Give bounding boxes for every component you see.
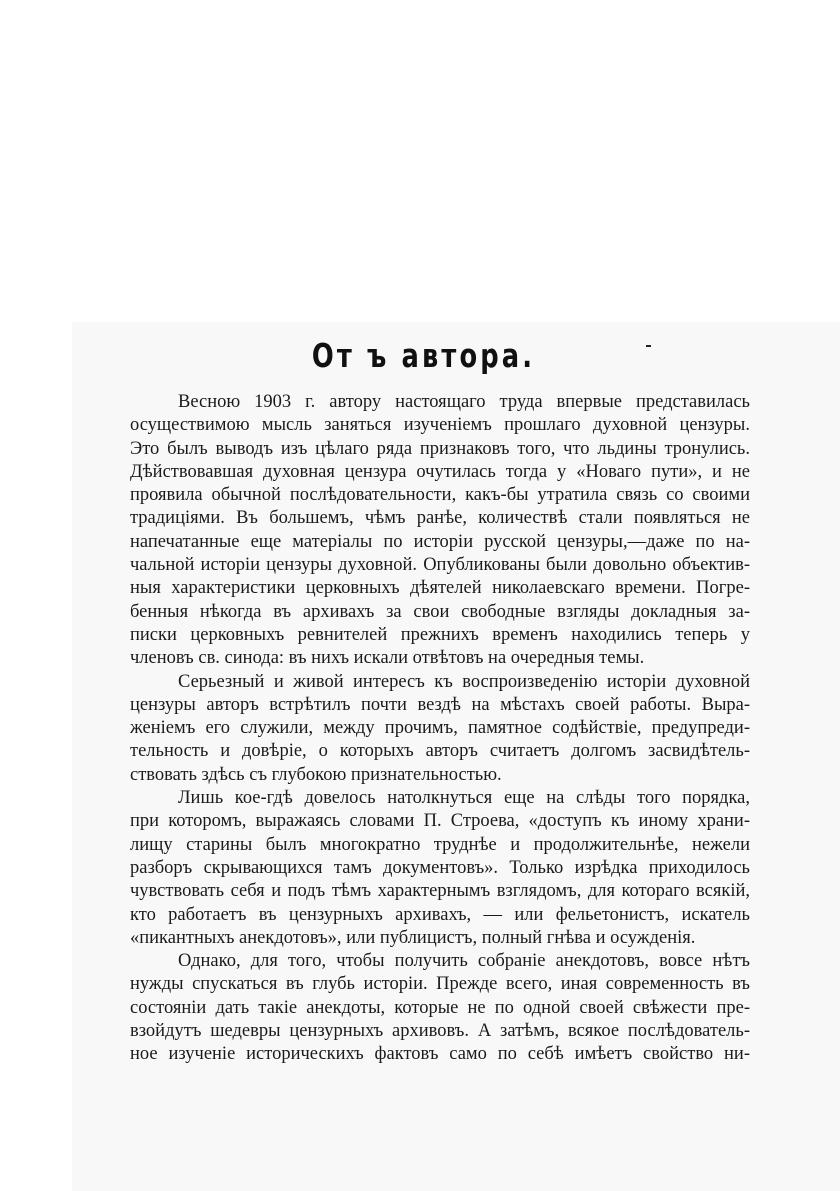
text-line: ныя характеристики церковныхъ дѣятелей николаевскаго времени. Погре-	[130, 578, 750, 599]
text-line: нужды спускаться въ глубь исторіи. Прежде всего, иная современность въ	[130, 974, 750, 995]
text-line: писки церковныхъ ревнителей прежнихъ временъ находились теперь у	[130, 624, 750, 645]
text-line: чувствовать себя и подъ тѣмъ характернымъ взглядомъ, для котораго всякій,	[130, 881, 750, 902]
text-line: женіемъ его служили, между прочимъ, памятное содѣйствіе, предупреди-	[130, 718, 750, 739]
text-line: Серьезный и живой интересъ къ воспроизведенію исторіи духовной	[178, 671, 750, 692]
text-line: разборъ скрывающихся тамъ документовъ». Только изрѣдка приходилось	[130, 857, 750, 878]
text-line: тельность и довѣріе, о которыхъ авторъ считаетъ долгомъ засвидѣтель-	[130, 741, 750, 762]
text-line: осуществимою мысль заняться изученіемъ прошлаго духовной цензуры.	[130, 415, 750, 436]
text-line: членовъ св. синода: въ нихъ искали отвѣтовъ на очередныя темы.	[130, 648, 645, 669]
text-line: состояніи дать такіе анекдоты, которые не по одной своей свѣжести пре-	[130, 997, 750, 1018]
text-line: при которомъ, выражаясь словами П. Строева, «доступъ къ иному храни-	[130, 811, 750, 832]
text-line: «пикантныхъ анекдотовъ», или публицистъ, полный гнѣва и осужденія.	[130, 927, 696, 948]
text-line: Дѣйствовавшая духовная цензура очутилась тогда у «Новаго пути», и не	[130, 461, 750, 482]
text-line: проявила обычной послѣдовательности, какъ-бы утратила связь со своими	[130, 485, 750, 506]
body-text	[130, 391, 750, 1067]
text-line: Лишь кое-гдѣ довелось натолкнуться еще на слѣды того порядка,	[178, 788, 750, 809]
paragraph-4	[130, 950, 750, 1066]
text-line: Весною 1903 г. автору настоящаго труда впервые представилась	[178, 392, 750, 412]
text-line: напечатанные еще матеріалы по исторіи русской цензуры,—даже по на-	[130, 531, 750, 552]
text-line: Однако, для того, чтобы получить собраніе анекдотовъ, вовсе нѣтъ	[178, 951, 750, 972]
page-title: От ъ автора.	[311, 336, 536, 375]
text-line: чальной исторіи цензуры духовной. Опубликованы были довольно объектив-	[130, 555, 750, 576]
text-line: взойдутъ шедевры цензурныхъ архивовъ. А затѣмъ, всякое послѣдователь-	[130, 1021, 750, 1042]
paragraph-1	[130, 391, 750, 671]
text-line: бенныя нѣкогда въ архивахъ за свои свободные взгляды докладныя за-	[130, 601, 750, 622]
paragraph-3	[130, 787, 750, 950]
ink-speck	[646, 345, 651, 347]
text-line: ное изученіе историческихъ фактовъ само по себѣ имѣетъ свойство ни-	[130, 1044, 750, 1065]
text-line: традиціями. Въ большемъ, чѣмъ ранѣе, количествѣ стали появляться не	[130, 508, 750, 529]
text-line: цензуры авторъ встрѣтилъ почти вездѣ на мѣстахъ своей работы. Выра-	[130, 694, 750, 715]
text-line: лищу старины былъ многократно труднѣе и продолжительнѣе, нежели	[130, 834, 750, 855]
text-line: Это былъ выводъ изъ цѣлаго ряда признаковъ того, что льдины тронулись.	[130, 438, 750, 459]
paragraph-2	[130, 671, 750, 787]
text-line: ствовать здѣсь съ глубокою признательностью.	[130, 764, 502, 785]
text-line: кто работаетъ въ цензурныхъ архивахъ, — или фельетонистъ, искатель	[130, 904, 750, 925]
